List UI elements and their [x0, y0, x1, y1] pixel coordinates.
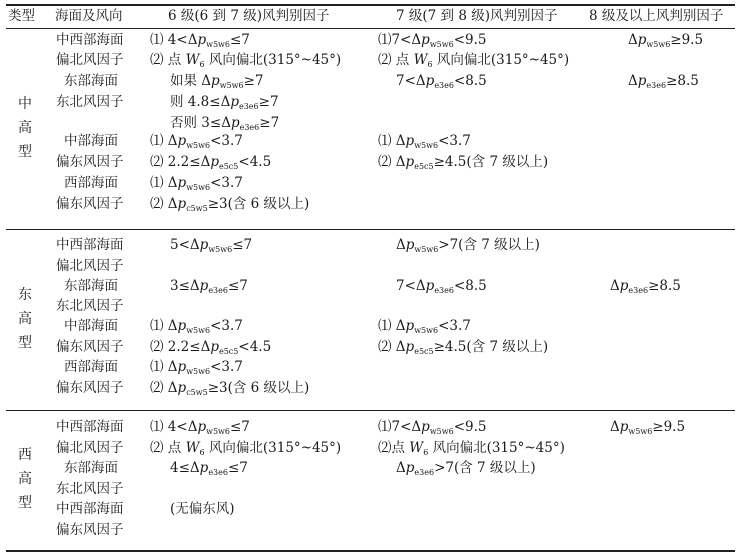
header-type: 类型 — [8, 8, 35, 24]
area-label: 偏北风因子 — [56, 52, 124, 68]
header-grade6: 6 级(6 到 7 级)风判别因子 — [168, 8, 330, 24]
type-label: 西 高 型 — [18, 447, 32, 511]
grade6-criterion: 则 $4.8\le\Delta p_{e3e6}\ge 7$ — [170, 94, 279, 111]
area-label: 中部海面 — [64, 318, 118, 334]
area-label: 偏东风因子 — [56, 522, 124, 538]
header-grade8: 8 级及以上风判别因子 — [589, 8, 724, 24]
area-label: 中部海面 — [64, 133, 118, 149]
area-label: 中西部海面 — [56, 32, 124, 48]
group-divider-2 — [6, 410, 735, 411]
area-label: 中西部海面 — [56, 501, 124, 517]
grade8-criterion: $\Delta p_{w5w6}\ge 9.5$ — [628, 32, 704, 49]
area-label: 中西部海面 — [56, 237, 124, 253]
area-label: 东部海面 — [64, 278, 118, 294]
grade7-criterion: $\Delta p_{e3e6}>7$(含 7 级以上) — [396, 460, 536, 477]
area-label: 偏北风因子 — [56, 440, 124, 456]
grade7-criterion: $7<\Delta p_{e3e6}<8.5$ — [396, 73, 487, 90]
grade6-criterion: 如果 $\Delta p_{w5w6}\ge 7$ — [170, 73, 264, 90]
grade6-criterion: ⑴ $\Delta p_{w5w6}<3.7$ — [150, 133, 243, 150]
grade7-criterion: $⑴7<\Delta p_{w5w6}<9.5$ — [378, 32, 487, 49]
grade6-criterion: $5<\Delta p_{w5w6}\le 7$ — [170, 237, 253, 254]
grade7-criterion: $\Delta p_{w5w6}>7$(含 7 级以上) — [396, 237, 540, 254]
header-area: 海面及风向 — [55, 8, 123, 24]
grade6-criterion: 否则 $3\le\Delta p_{e3e6}\ge 7$ — [170, 115, 280, 132]
area-label: 西部海面 — [64, 175, 118, 191]
area-label: 东北风因子 — [56, 481, 124, 497]
area-label: 东部海面 — [64, 73, 118, 89]
type-label: 中 高 型 — [18, 96, 32, 160]
grade7-criterion: ⑵ $\Delta p_{e5c5}\ge 4.5$(含 7 级以上) — [378, 339, 549, 356]
grade7-criterion: ⑴ $\Delta p_{w5w6}<3.7$ — [378, 318, 471, 335]
grade8-criterion: $\Delta p_{e3e6}\ge 8.5$ — [628, 73, 699, 90]
group-divider-1 — [6, 229, 735, 230]
area-label: 东北风因子 — [56, 298, 124, 314]
grade6-criterion: ⑴ $\Delta p_{w5w6}<3.7$ — [150, 175, 243, 192]
table-bottom-rule — [6, 550, 735, 552]
grade6-criterion: ⑵ $2.2\le\Delta p_{e5c5}<4.5$ — [150, 339, 272, 356]
type-label: 东 高 型 — [18, 287, 32, 351]
grade6-criterion: ⑴ $4<\Delta p_{w5w6}\le 7$ — [150, 419, 250, 436]
area-label: 中西部海面 — [56, 419, 124, 435]
grade6-criterion: ⑵ 点 $W_6$ 风向偏北(315°~45°) — [150, 440, 342, 457]
grade7-criterion: ⑵点 $W_6$ 风向偏北(315°~45°) — [378, 440, 565, 457]
grade6-criterion: ⑵ $\Delta p_{c5w5}\ge 3$(含 6 级以上) — [150, 196, 310, 213]
grade6-criterion: ⑵ 点 $W_6$ 风向偏北(315°~45°) — [150, 52, 342, 69]
grade6-criterion: $3\le\Delta p_{e3e6}\le 7$ — [170, 278, 248, 295]
area-label: 偏东风因子 — [56, 339, 124, 355]
header-rule — [6, 28, 735, 29]
grade7-criterion: $⑴7<\Delta p_{w5w6}<9.5$ — [378, 419, 487, 436]
grade6-criterion: ⑵ $\Delta p_{c5w5}\ge 3$(含 6 级以上) — [150, 380, 310, 397]
grade6-criterion: ⑵ $2.2\le\Delta p_{e5c5}<4.5$ — [150, 154, 272, 171]
area-label: 偏北风因子 — [56, 258, 124, 274]
grade7-criterion: ⑵ 点 $W_6$ 风向偏北(315°~45°) — [378, 52, 570, 69]
area-label: 偏东风因子 — [56, 380, 124, 396]
header-grade7: 7 级(7 到 8 级)风判别因子 — [396, 8, 558, 24]
grade6-criterion: ⑴ $\Delta p_{w5w6}<3.7$ — [150, 359, 243, 376]
grade7-criterion: ⑵ $\Delta p_{e5c5}\ge 4.5$(含 7 级以上) — [378, 154, 549, 171]
area-label: 东部海面 — [64, 460, 118, 476]
area-label: 东北风因子 — [56, 94, 124, 110]
grade8-criterion: $\Delta p_{e3e6}\ge 8.5$ — [610, 278, 681, 295]
grade8-criterion: $\Delta p_{w5w6}\ge 9.5$ — [610, 419, 686, 436]
grade6-criterion: (无偏东风) — [170, 501, 235, 517]
grade7-criterion: ⑴ $\Delta p_{w5w6}<3.7$ — [378, 133, 471, 150]
area-label: 西部海面 — [64, 359, 118, 375]
grade6-criterion: $4\le\Delta p_{e3e6}\le 7$ — [170, 460, 248, 477]
grade7-criterion: $7<\Delta p_{e3e6}<8.5$ — [396, 278, 487, 295]
grade6-criterion: ⑴ $\Delta p_{w5w6}<3.7$ — [150, 318, 243, 335]
grade6-criterion: ⑴ $4<\Delta p_{w5w6}\le 7$ — [150, 32, 250, 49]
area-label: 偏东风因子 — [56, 196, 124, 212]
area-label: 偏东风因子 — [56, 154, 124, 170]
